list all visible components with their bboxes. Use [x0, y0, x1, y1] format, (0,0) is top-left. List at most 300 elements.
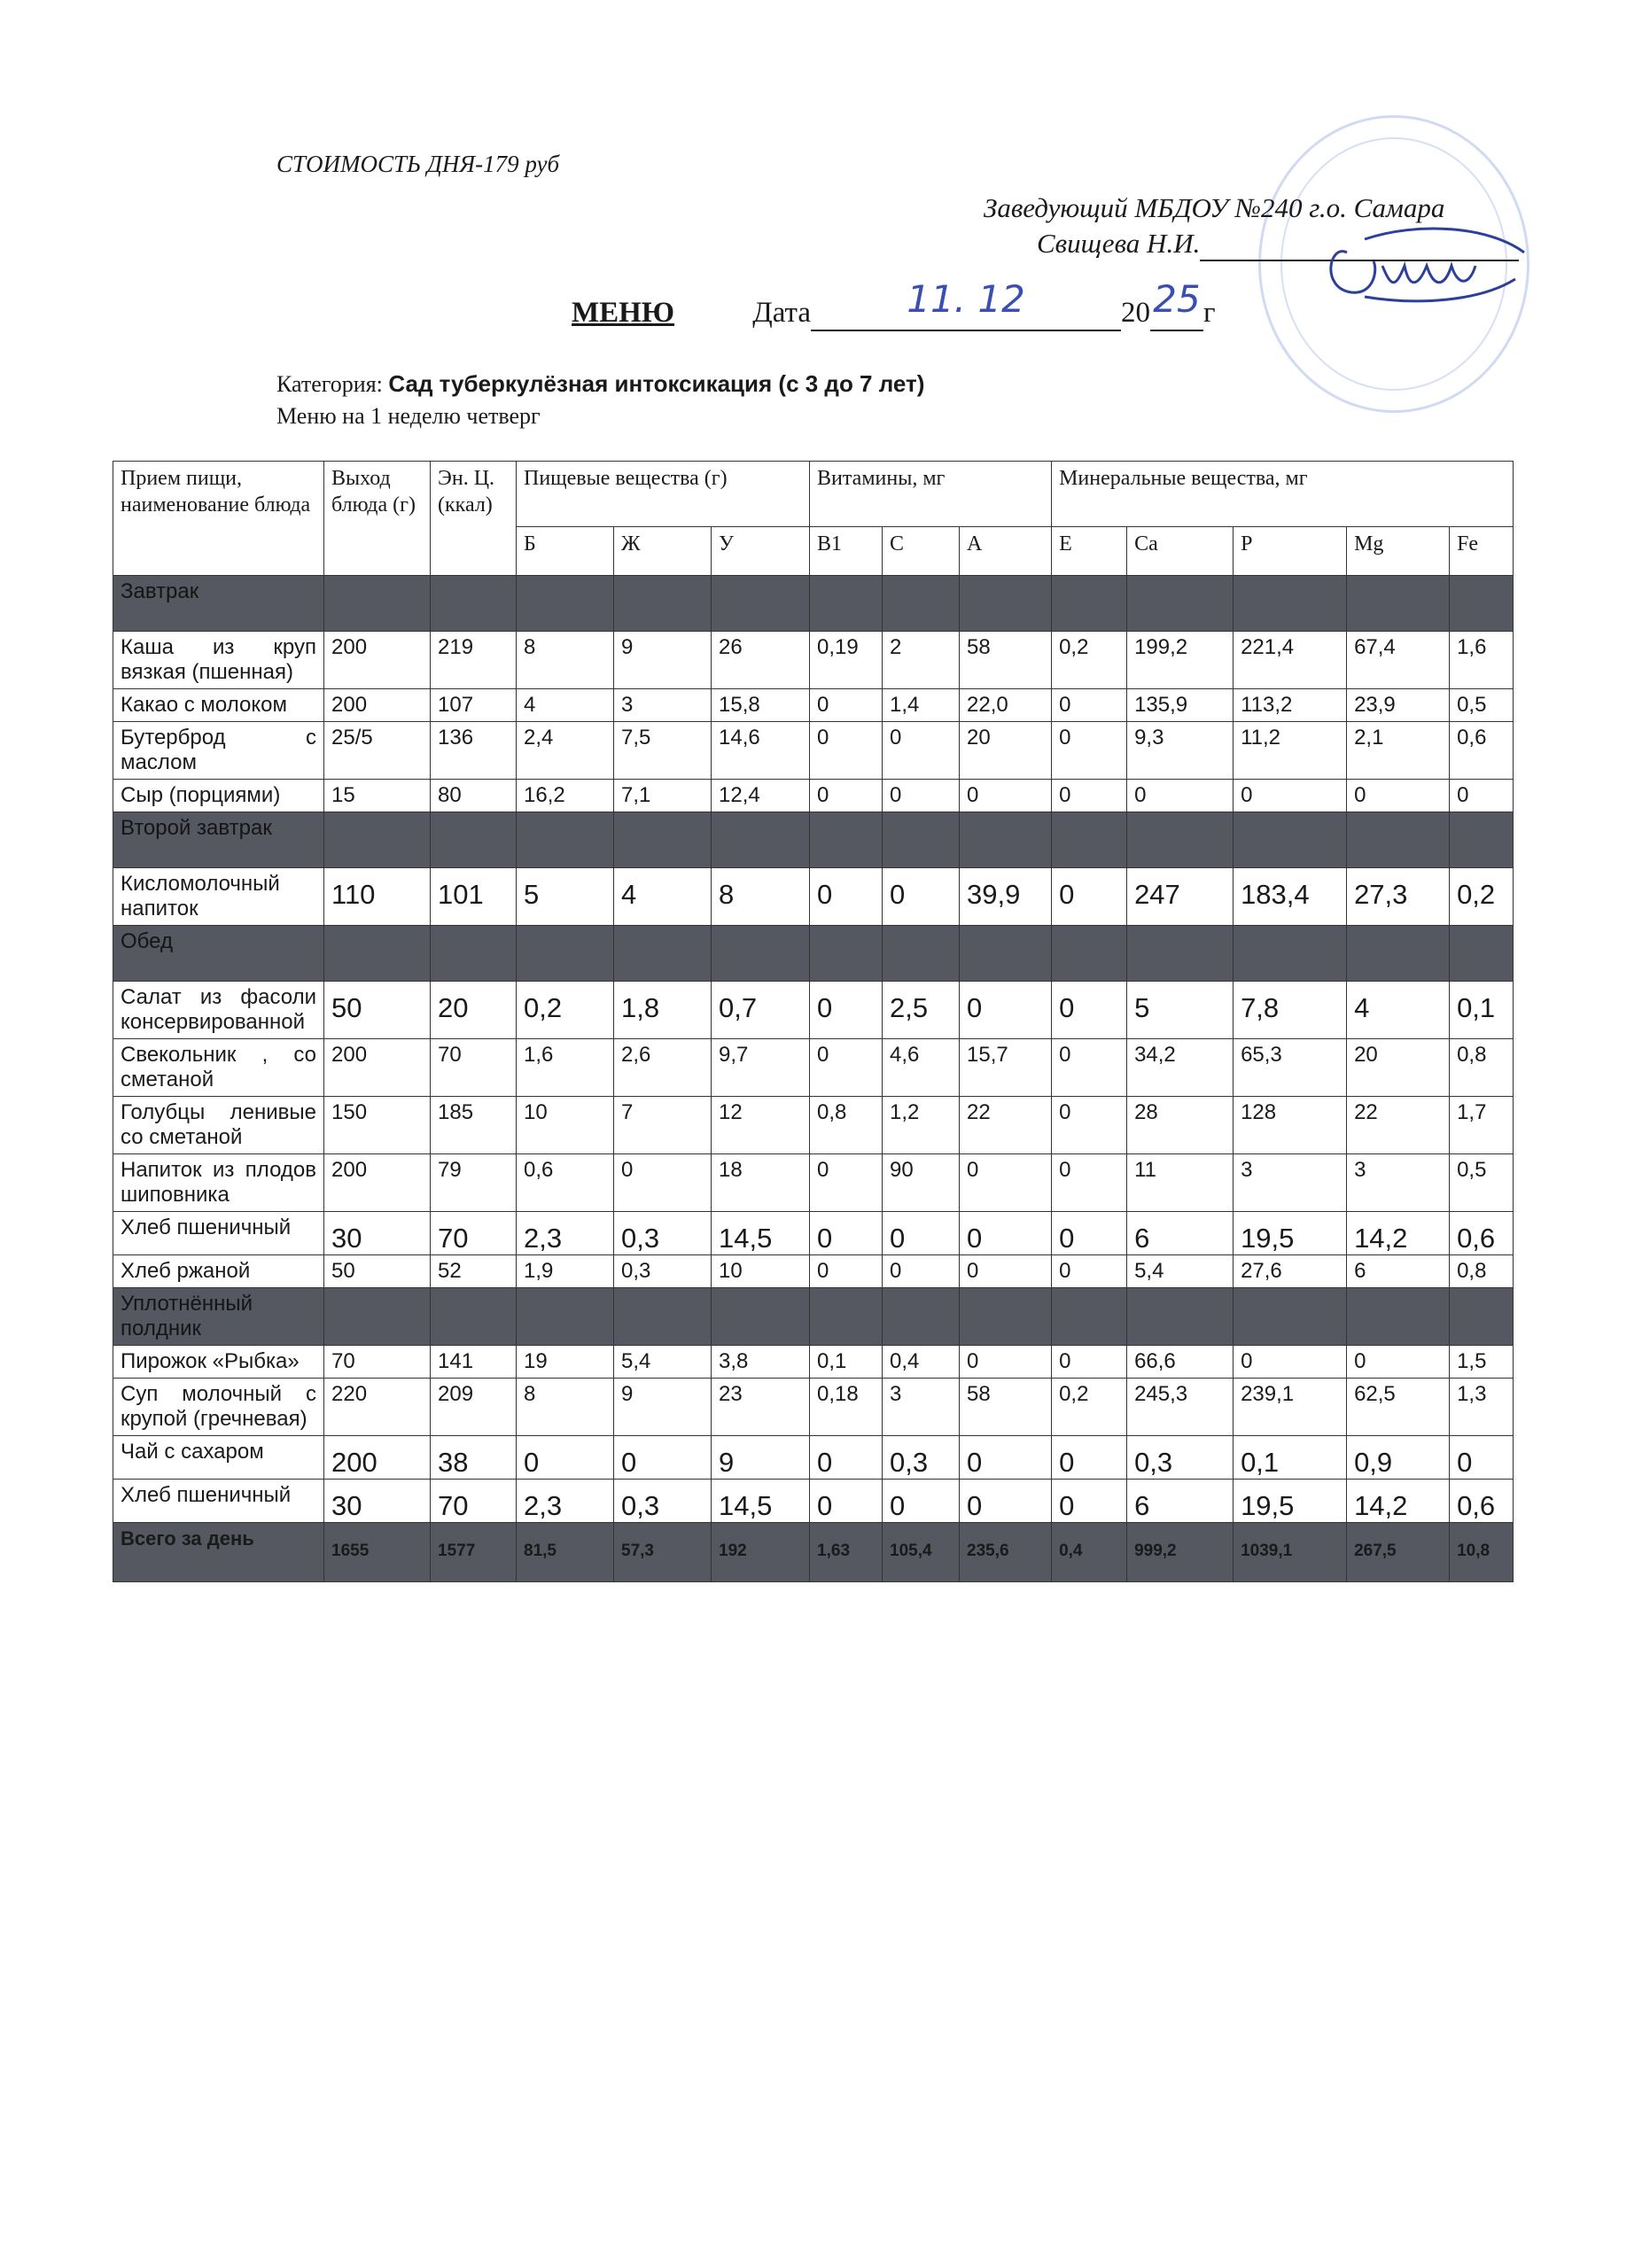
value-cell: 5,4 [614, 1346, 712, 1379]
total-value: 267,5 [1347, 1523, 1450, 1582]
dish-name: Салат из фасоли консервированной [113, 982, 324, 1039]
section-fill-cell [324, 926, 431, 982]
table-row [113, 1039, 1514, 1097]
value-cell: 0 [1347, 1346, 1450, 1379]
value-cell: 0 [810, 1039, 883, 1097]
section-fill-cell [960, 926, 1052, 982]
dish-name: Суп молочный с крупой (гречневая) [113, 1379, 324, 1436]
section-fill-cell [712, 926, 810, 982]
value-cell: 0 [1052, 1346, 1127, 1379]
value-cell: 67,4 [1347, 632, 1450, 689]
section-fill-cell [1450, 576, 1514, 632]
value-cell: 7,1 [614, 780, 712, 812]
value-cell: 10 [712, 1255, 810, 1288]
value-cell: 14,2 [1347, 1480, 1450, 1523]
section-fill-cell [810, 1288, 883, 1346]
table-row [113, 689, 1514, 722]
value-cell: 19,5 [1234, 1212, 1347, 1255]
value-cell: 2,5 [883, 982, 960, 1039]
section-fill-cell [1052, 576, 1127, 632]
value-cell: 15 [324, 780, 431, 812]
value-cell: 0 [960, 982, 1052, 1039]
value-cell: 20 [1347, 1039, 1450, 1097]
section-fill-cell [324, 812, 431, 868]
value-cell: 1,3 [1450, 1379, 1514, 1436]
value-cell: 27,3 [1347, 868, 1450, 926]
section-row [113, 812, 1514, 868]
value-cell: 79 [431, 1154, 517, 1212]
value-cell: 0,2 [517, 982, 614, 1039]
value-cell: 23 [712, 1379, 810, 1436]
value-cell: 150 [324, 1097, 431, 1154]
value-cell: 11,2 [1234, 722, 1347, 780]
value-cell: 30 [324, 1480, 431, 1523]
value-cell: 0,8 [810, 1097, 883, 1154]
section-fill-cell [1450, 926, 1514, 982]
value-cell: 0 [1052, 1039, 1127, 1097]
value-cell: 62,5 [1347, 1379, 1450, 1436]
total-value: 57,3 [614, 1523, 712, 1582]
value-cell: 221,4 [1234, 632, 1347, 689]
total-value: 1655 [324, 1523, 431, 1582]
total-row [113, 1523, 1514, 1582]
value-cell: 0 [810, 868, 883, 926]
approver-name: Свищева Н.И. [1037, 228, 1201, 259]
value-cell: 1,7 [1450, 1097, 1514, 1154]
value-cell: 245,3 [1127, 1379, 1234, 1436]
subheader-cell: А [960, 527, 1052, 576]
value-cell: 4,6 [883, 1039, 960, 1097]
value-cell: 0 [1052, 1436, 1127, 1480]
value-cell: 3 [1347, 1154, 1450, 1212]
value-cell: 0 [960, 1436, 1052, 1480]
section-fill-cell [810, 926, 883, 982]
value-cell: 101 [431, 868, 517, 926]
value-cell: 0,2 [1052, 632, 1127, 689]
value-cell: 3 [1234, 1154, 1347, 1212]
value-cell: 6 [1127, 1480, 1234, 1523]
total-value: 10,8 [1450, 1523, 1514, 1582]
value-cell: 1,2 [883, 1097, 960, 1154]
dish-name: Хлеб ржаной [113, 1255, 324, 1288]
value-cell: 0,6 [1450, 1212, 1514, 1255]
menu-heading: МЕНЮ [572, 297, 674, 329]
subheader-cell: Е [1052, 527, 1127, 576]
value-cell: 0,18 [810, 1379, 883, 1436]
value-cell: 6 [1127, 1212, 1234, 1255]
total-value: 1,63 [810, 1523, 883, 1582]
value-cell: 0 [1052, 689, 1127, 722]
date-handwritten: 11. 12 [907, 277, 1025, 321]
value-cell: 0,4 [883, 1346, 960, 1379]
value-cell: 0,1 [1234, 1436, 1347, 1480]
section-fill-cell [883, 1288, 960, 1346]
value-cell: 0,3 [614, 1480, 712, 1523]
value-cell: 14,2 [1347, 1212, 1450, 1255]
category-block [276, 368, 924, 432]
value-cell: 128 [1234, 1097, 1347, 1154]
subheader-cell: P [1234, 527, 1347, 576]
value-cell: 209 [431, 1379, 517, 1436]
value-cell: 0,3 [1127, 1436, 1234, 1480]
value-cell: 200 [324, 1436, 431, 1480]
value-cell: 0,1 [810, 1346, 883, 1379]
value-cell: 15,7 [960, 1039, 1052, 1097]
section-fill-cell [614, 926, 712, 982]
menu-table [113, 461, 1514, 1582]
value-cell: 9 [712, 1436, 810, 1480]
table-row [113, 1255, 1514, 1288]
section-fill-cell [712, 812, 810, 868]
section-fill-cell [517, 576, 614, 632]
value-cell: 9,3 [1127, 722, 1234, 780]
section-row [113, 926, 1514, 982]
value-cell: 0 [883, 868, 960, 926]
value-cell: 0 [960, 780, 1052, 812]
value-cell: 3 [614, 689, 712, 722]
section-fill-cell [614, 812, 712, 868]
section-fill-cell [712, 576, 810, 632]
date-field [811, 277, 1121, 331]
value-cell: 0 [960, 1154, 1052, 1212]
value-cell: 0 [960, 1212, 1052, 1255]
dish-name: Хлеб пшеничный [113, 1212, 324, 1255]
section-fill-cell [1052, 926, 1127, 982]
value-cell: 1,5 [1450, 1346, 1514, 1379]
value-cell: 0 [810, 722, 883, 780]
value-cell: 8 [712, 868, 810, 926]
value-cell: 3,8 [712, 1346, 810, 1379]
value-cell: 9 [614, 1379, 712, 1436]
header-meal: Прием пищи, наименование блюда [113, 462, 324, 576]
dish-name: Кисломолочный напиток [113, 868, 324, 926]
value-cell: 22,0 [960, 689, 1052, 722]
value-cell: 0 [1052, 1154, 1127, 1212]
value-cell: 0 [1052, 1255, 1127, 1288]
value-cell: 9,7 [712, 1039, 810, 1097]
value-cell: 0,2 [1450, 868, 1514, 926]
value-cell: 0 [960, 1480, 1052, 1523]
value-cell: 0 [614, 1436, 712, 1480]
section-fill-cell [1450, 812, 1514, 868]
value-cell: 19,5 [1234, 1480, 1347, 1523]
table-row [113, 1480, 1514, 1523]
section-fill-cell [1347, 812, 1450, 868]
subheader-cell: B1 [810, 527, 883, 576]
value-cell: 0,6 [1450, 722, 1514, 780]
value-cell: 107 [431, 689, 517, 722]
value-cell: 1,6 [1450, 632, 1514, 689]
section-fill-cell [883, 926, 960, 982]
subheader-cell: У [712, 527, 810, 576]
value-cell: 22 [1347, 1097, 1450, 1154]
section-fill-cell [614, 1288, 712, 1346]
value-cell: 0,7 [712, 982, 810, 1039]
section-fill-cell [960, 1288, 1052, 1346]
value-cell: 2,4 [517, 722, 614, 780]
value-cell: 5 [1127, 982, 1234, 1039]
value-cell: 70 [431, 1039, 517, 1097]
table-row [113, 868, 1514, 926]
section-fill-cell [1234, 576, 1347, 632]
value-cell: 239,1 [1234, 1379, 1347, 1436]
dish-name: Голубцы ленивые со сметаной [113, 1097, 324, 1154]
section-fill-cell [1234, 812, 1347, 868]
section-fill-cell [1450, 1288, 1514, 1346]
value-cell: 50 [324, 1255, 431, 1288]
section-fill-cell [431, 812, 517, 868]
value-cell: 0,6 [517, 1154, 614, 1212]
value-cell: 0 [1234, 1346, 1347, 1379]
value-cell: 5,4 [1127, 1255, 1234, 1288]
section-fill-cell [1347, 1288, 1450, 1346]
value-cell: 0 [810, 1436, 883, 1480]
value-cell: 247 [1127, 868, 1234, 926]
table-row [113, 982, 1514, 1039]
value-cell: 65,3 [1234, 1039, 1347, 1097]
dish-name: Напиток из плодов шиповника [113, 1154, 324, 1212]
value-cell: 0 [1052, 780, 1127, 812]
section-fill-cell [810, 812, 883, 868]
value-cell: 22 [960, 1097, 1052, 1154]
dish-name: Сыр (порциями) [113, 780, 324, 812]
value-cell: 200 [324, 1154, 431, 1212]
section-fill-cell [431, 576, 517, 632]
dish-name: Чай с сахаром [113, 1436, 324, 1480]
value-cell: 0,8 [1450, 1039, 1514, 1097]
value-cell: 0 [883, 1255, 960, 1288]
value-cell: 200 [324, 1039, 431, 1097]
value-cell: 25/5 [324, 722, 431, 780]
subheader-cell: Mg [1347, 527, 1450, 576]
value-cell: 219 [431, 632, 517, 689]
value-cell: 110 [324, 868, 431, 926]
value-cell: 30 [324, 1212, 431, 1255]
value-cell: 58 [960, 1379, 1052, 1436]
value-cell: 0 [1450, 1436, 1514, 1480]
value-cell: 0 [810, 982, 883, 1039]
value-cell: 2 [883, 632, 960, 689]
value-cell: 6 [1347, 1255, 1450, 1288]
value-cell: 136 [431, 722, 517, 780]
value-cell: 0 [960, 1255, 1052, 1288]
subheader-cell: Fe [1450, 527, 1514, 576]
value-cell: 0 [883, 722, 960, 780]
section-title: Обед [113, 926, 324, 982]
value-cell: 20 [431, 982, 517, 1039]
table-row [113, 1379, 1514, 1436]
value-cell: 0 [883, 1212, 960, 1255]
value-cell: 0 [517, 1436, 614, 1480]
value-cell: 0 [1052, 868, 1127, 926]
value-cell: 12,4 [712, 780, 810, 812]
total-value: 999,2 [1127, 1523, 1234, 1582]
value-cell: 70 [324, 1346, 431, 1379]
dish-name: Каша из круп вязкая (пшенная) [113, 632, 324, 689]
value-cell: 0,1 [1450, 982, 1514, 1039]
section-fill-cell [1052, 1288, 1127, 1346]
value-cell: 0 [810, 780, 883, 812]
value-cell: 0 [960, 1346, 1052, 1379]
value-cell: 0 [1052, 1097, 1127, 1154]
value-cell: 0,9 [1347, 1436, 1450, 1480]
header-minerals: Минеральные вещества, мг [1052, 462, 1514, 527]
value-cell: 7,5 [614, 722, 712, 780]
section-title: Завтрак [113, 576, 324, 632]
value-cell: 66,6 [1127, 1346, 1234, 1379]
header-yield: Выход блюда (г) [324, 462, 431, 576]
value-cell: 1,4 [883, 689, 960, 722]
value-cell: 0 [810, 1480, 883, 1523]
year-suffix: г [1203, 297, 1216, 329]
table-row [113, 722, 1514, 780]
value-cell: 3 [883, 1379, 960, 1436]
signature-mark [1311, 217, 1542, 315]
section-fill-cell [883, 812, 960, 868]
section-fill-cell [431, 926, 517, 982]
dish-name: Бутерброд с маслом [113, 722, 324, 780]
value-cell: 70 [431, 1212, 517, 1255]
value-cell: 34,2 [1127, 1039, 1234, 1097]
dish-name: Свекольник , со сметаной [113, 1039, 324, 1097]
value-cell: 0 [810, 1255, 883, 1288]
value-cell: 28 [1127, 1097, 1234, 1154]
value-cell: 20 [960, 722, 1052, 780]
value-cell: 185 [431, 1097, 517, 1154]
value-cell: 5 [517, 868, 614, 926]
value-cell: 16,2 [517, 780, 614, 812]
value-cell: 0 [1234, 780, 1347, 812]
section-fill-cell [517, 1288, 614, 1346]
value-cell: 38 [431, 1436, 517, 1480]
value-cell: 15,8 [712, 689, 810, 722]
section-fill-cell [1347, 926, 1450, 982]
year-prefix: 20 [1121, 297, 1151, 329]
section-fill-cell [517, 812, 614, 868]
value-cell: 0 [1347, 780, 1450, 812]
value-cell: 8 [517, 1379, 614, 1436]
section-fill-cell [324, 576, 431, 632]
category-label: Категория: [276, 371, 389, 397]
total-value: 0,4 [1052, 1523, 1127, 1582]
year-field [1150, 277, 1203, 331]
value-cell: 11 [1127, 1154, 1234, 1212]
value-cell: 4 [1347, 982, 1450, 1039]
total-value: 192 [712, 1523, 810, 1582]
value-cell: 0 [810, 1154, 883, 1212]
table-row [113, 1436, 1514, 1480]
category-value: Сад туберкулёзная интоксикация (с 3 до 7 лет) [388, 370, 925, 397]
value-cell: 23,9 [1347, 689, 1450, 722]
value-cell: 0 [810, 1212, 883, 1255]
value-cell: 14,5 [712, 1480, 810, 1523]
value-cell: 113,2 [1234, 689, 1347, 722]
value-cell: 0,5 [1450, 689, 1514, 722]
section-fill-cell [1347, 576, 1450, 632]
value-cell: 70 [431, 1480, 517, 1523]
value-cell: 1,6 [517, 1039, 614, 1097]
value-cell: 0,8 [1450, 1255, 1514, 1288]
value-cell: 1,9 [517, 1255, 614, 1288]
value-cell: 26 [712, 632, 810, 689]
section-fill-cell [1234, 926, 1347, 982]
value-cell: 183,4 [1234, 868, 1347, 926]
section-fill-cell [712, 1288, 810, 1346]
section-fill-cell [614, 576, 712, 632]
section-fill-cell [883, 576, 960, 632]
value-cell: 2,1 [1347, 722, 1450, 780]
subheader-cell: С [883, 527, 960, 576]
value-cell: 14,5 [712, 1212, 810, 1255]
value-cell: 0,6 [1450, 1480, 1514, 1523]
total-label: Всего за день [113, 1523, 324, 1582]
section-fill-cell [1052, 812, 1127, 868]
value-cell: 0 [883, 1480, 960, 1523]
table-row [113, 632, 1514, 689]
value-cell: 1,8 [614, 982, 712, 1039]
section-fill-cell [324, 1288, 431, 1346]
section-row [113, 576, 1514, 632]
section-title: Второй завтрак [113, 812, 324, 868]
subheader-cell: Ca [1127, 527, 1234, 576]
value-cell: 0,3 [883, 1436, 960, 1480]
table-row [113, 1212, 1514, 1255]
value-cell: 141 [431, 1346, 517, 1379]
subheader-cell: Ж [614, 527, 712, 576]
section-fill-cell [960, 576, 1052, 632]
value-cell: 2,3 [517, 1480, 614, 1523]
value-cell: 0 [1052, 722, 1127, 780]
value-cell: 90 [883, 1154, 960, 1212]
header-energy: Эн. Ц.(ккал) [431, 462, 517, 576]
header-nutrients: Пищевые вещества (г) [517, 462, 810, 527]
menu-week: Меню на 1 неделю четверг [276, 403, 541, 429]
value-cell: 135,9 [1127, 689, 1234, 722]
value-cell: 9 [614, 632, 712, 689]
menu-title-row [572, 277, 1216, 331]
section-fill-cell [960, 812, 1052, 868]
value-cell: 0 [883, 780, 960, 812]
value-cell: 7,8 [1234, 982, 1347, 1039]
value-cell: 27,6 [1234, 1255, 1347, 1288]
value-cell: 0,5 [1450, 1154, 1514, 1212]
year-handwritten: 25 [1153, 277, 1201, 321]
total-value: 81,5 [517, 1523, 614, 1582]
section-fill-cell [517, 926, 614, 982]
value-cell: 10 [517, 1097, 614, 1154]
table-row [113, 780, 1514, 812]
value-cell: 8 [517, 632, 614, 689]
section-fill-cell [1127, 812, 1234, 868]
value-cell: 2,6 [614, 1039, 712, 1097]
value-cell: 0 [1052, 1480, 1127, 1523]
section-fill-cell [810, 576, 883, 632]
value-cell: 52 [431, 1255, 517, 1288]
approver-title: Заведующий МБДОУ №240 г.о. Самара [984, 192, 1445, 223]
total-value: 235,6 [960, 1523, 1052, 1582]
value-cell: 50 [324, 982, 431, 1039]
table-row [113, 1097, 1514, 1154]
section-row [113, 1288, 1514, 1346]
value-cell: 58 [960, 632, 1052, 689]
value-cell: 0,2 [1052, 1379, 1127, 1436]
section-fill-cell [431, 1288, 517, 1346]
value-cell: 80 [431, 780, 517, 812]
total-value: 105,4 [883, 1523, 960, 1582]
value-cell: 4 [614, 868, 712, 926]
value-cell: 200 [324, 689, 431, 722]
section-fill-cell [1127, 576, 1234, 632]
